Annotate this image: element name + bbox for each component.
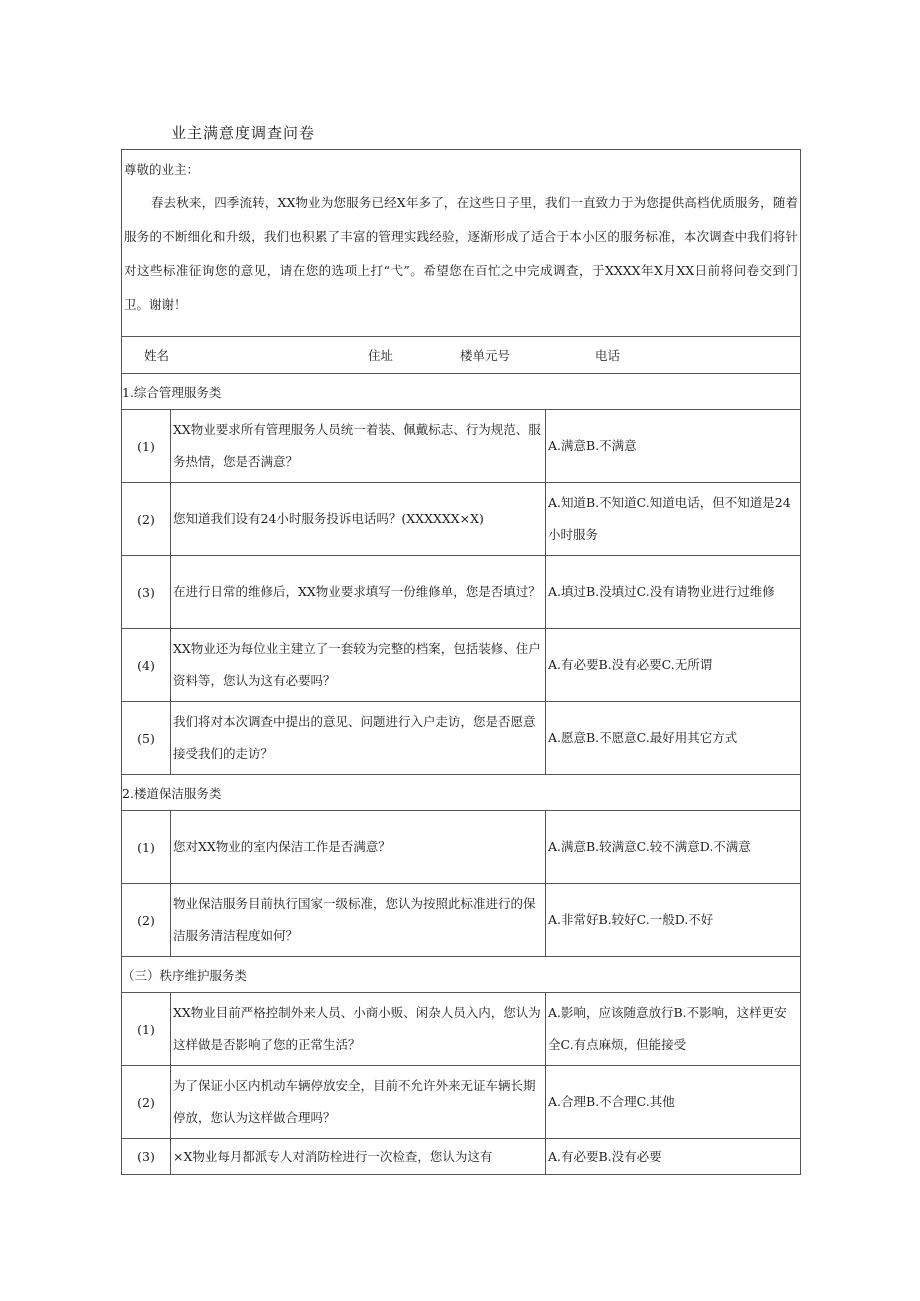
question-number: (1) <box>122 811 171 884</box>
answer-options[interactable]: A.有必要B.没有必要 <box>546 1139 801 1175</box>
page-title: 业主满意度调查问卷 <box>171 124 316 142</box>
question-text: XX物业目前严格控制外来人员、小商小贩、闲杂人员入内，您认为这样做是否影响了您的正常生活？ <box>171 993 546 1066</box>
question-row <box>122 556 801 629</box>
section-title: 1.综合管理服务类 <box>122 374 801 410</box>
address-label: 住址 <box>368 348 394 363</box>
section-header <box>122 775 801 811</box>
question-row <box>122 1139 801 1175</box>
question-number: (5) <box>122 702 171 775</box>
question-row <box>122 629 801 702</box>
answer-options[interactable]: A.愿意B.不愿意C.最好用其它方式 <box>546 702 801 775</box>
question-number: (4) <box>122 629 171 702</box>
question-number: (1) <box>122 410 171 483</box>
owner-info-row <box>122 337 801 374</box>
question-row <box>122 1066 801 1139</box>
question-number: (1) <box>122 993 171 1066</box>
question-text: 我们将对本次调查中提出的意见、问题进行入户走访，您是否愿意接受我们的走访？ <box>171 702 546 775</box>
phone-label: 电话 <box>595 348 621 363</box>
question-row <box>122 702 801 775</box>
question-text: 您知道我们设有24小时服务投诉电话吗？(XXXXXX×X) <box>171 483 546 556</box>
question-number: (2) <box>122 884 171 957</box>
answer-options[interactable]: A.知道B.不知道C.知道电话，但不知道是24小时服务 <box>546 483 801 556</box>
answer-options[interactable]: A.满意B.较满意C.较不满意D.不满意 <box>546 811 801 884</box>
answer-options[interactable]: A.合理B.不合理C.其他 <box>546 1066 801 1139</box>
greeting: 尊敬的业主： <box>124 162 200 177</box>
question-row <box>122 884 801 957</box>
answer-options[interactable]: A.满意B.不满意 <box>546 410 801 483</box>
question-text: XX物业要求所有管理服务人员统一着装、佩戴标志、行为规范、服务热情，您是否满意？ <box>171 410 546 483</box>
question-row <box>122 993 801 1066</box>
question-text: 您对XX物业的室内保洁工作是否满意？ <box>171 811 546 884</box>
question-text: ×X物业每月都派专人对消防栓进行一次检查，您认为这有 <box>171 1139 546 1175</box>
survey-table <box>121 149 801 1175</box>
section-title: 2.楼道保洁服务类 <box>122 775 801 811</box>
question-row <box>122 410 801 483</box>
answer-options[interactable]: A.非常好B.较好C.一般D.不好 <box>546 884 801 957</box>
answer-options[interactable]: A.填过B.没填过C.没有请物业进行过维修 <box>546 556 801 629</box>
intro-body: 春去秋来，四季流转，XX物业为您服务已经X年多了，在这些日子里，我们一直致力于为您提供高档优质服务，随着服务的不断细化和升级，我们也积累了丰富的管理实践经验，逐渐形成了适合于本小区的服务标准，本次调查中我们将针对这些标准征询您的意见，请在您的选项上打“弋”。希望您在百忙之中完成调查，于XXXX年X月XX日前将问卷交到门卫。谢谢！ <box>124 195 798 312</box>
question-row <box>122 483 801 556</box>
question-number: (2) <box>122 1066 171 1139</box>
question-row <box>122 811 801 884</box>
intro-cell <box>122 150 801 337</box>
question-number: (3) <box>122 556 171 629</box>
question-text: 物业保洁服务目前执行国家一级标准，您认为按照此标准进行的保洁服务清洁程度如何？ <box>171 884 546 957</box>
answer-options[interactable]: A.影响，应该随意放行B.不影响，这样更安全C.有点麻烦，但能接受 <box>546 993 801 1066</box>
section-title: （三）秩序维护服务类 <box>122 957 801 993</box>
question-text: 在进行日常的维修后，XX物业要求填写一份维修单，您是否填过？ <box>171 556 546 629</box>
name-label: 姓名 <box>144 348 170 363</box>
section-header <box>122 957 801 993</box>
section-header <box>122 374 801 410</box>
question-number: (3) <box>122 1139 171 1175</box>
question-text: XX物业还为每位业主建立了一套较为完整的档案，包括装修、住户资料等，您认为这有必要吗？ <box>171 629 546 702</box>
question-number: (2) <box>122 483 171 556</box>
answer-options[interactable]: A.有必要B.没有必要C.无所谓 <box>546 629 801 702</box>
question-text: 为了保证小区内机动车辆停放安全，目前不允许外来无证车辆长期停放，您认为这样做合理吗？ <box>171 1066 546 1139</box>
unit-label: 楼单元号 <box>460 348 511 363</box>
